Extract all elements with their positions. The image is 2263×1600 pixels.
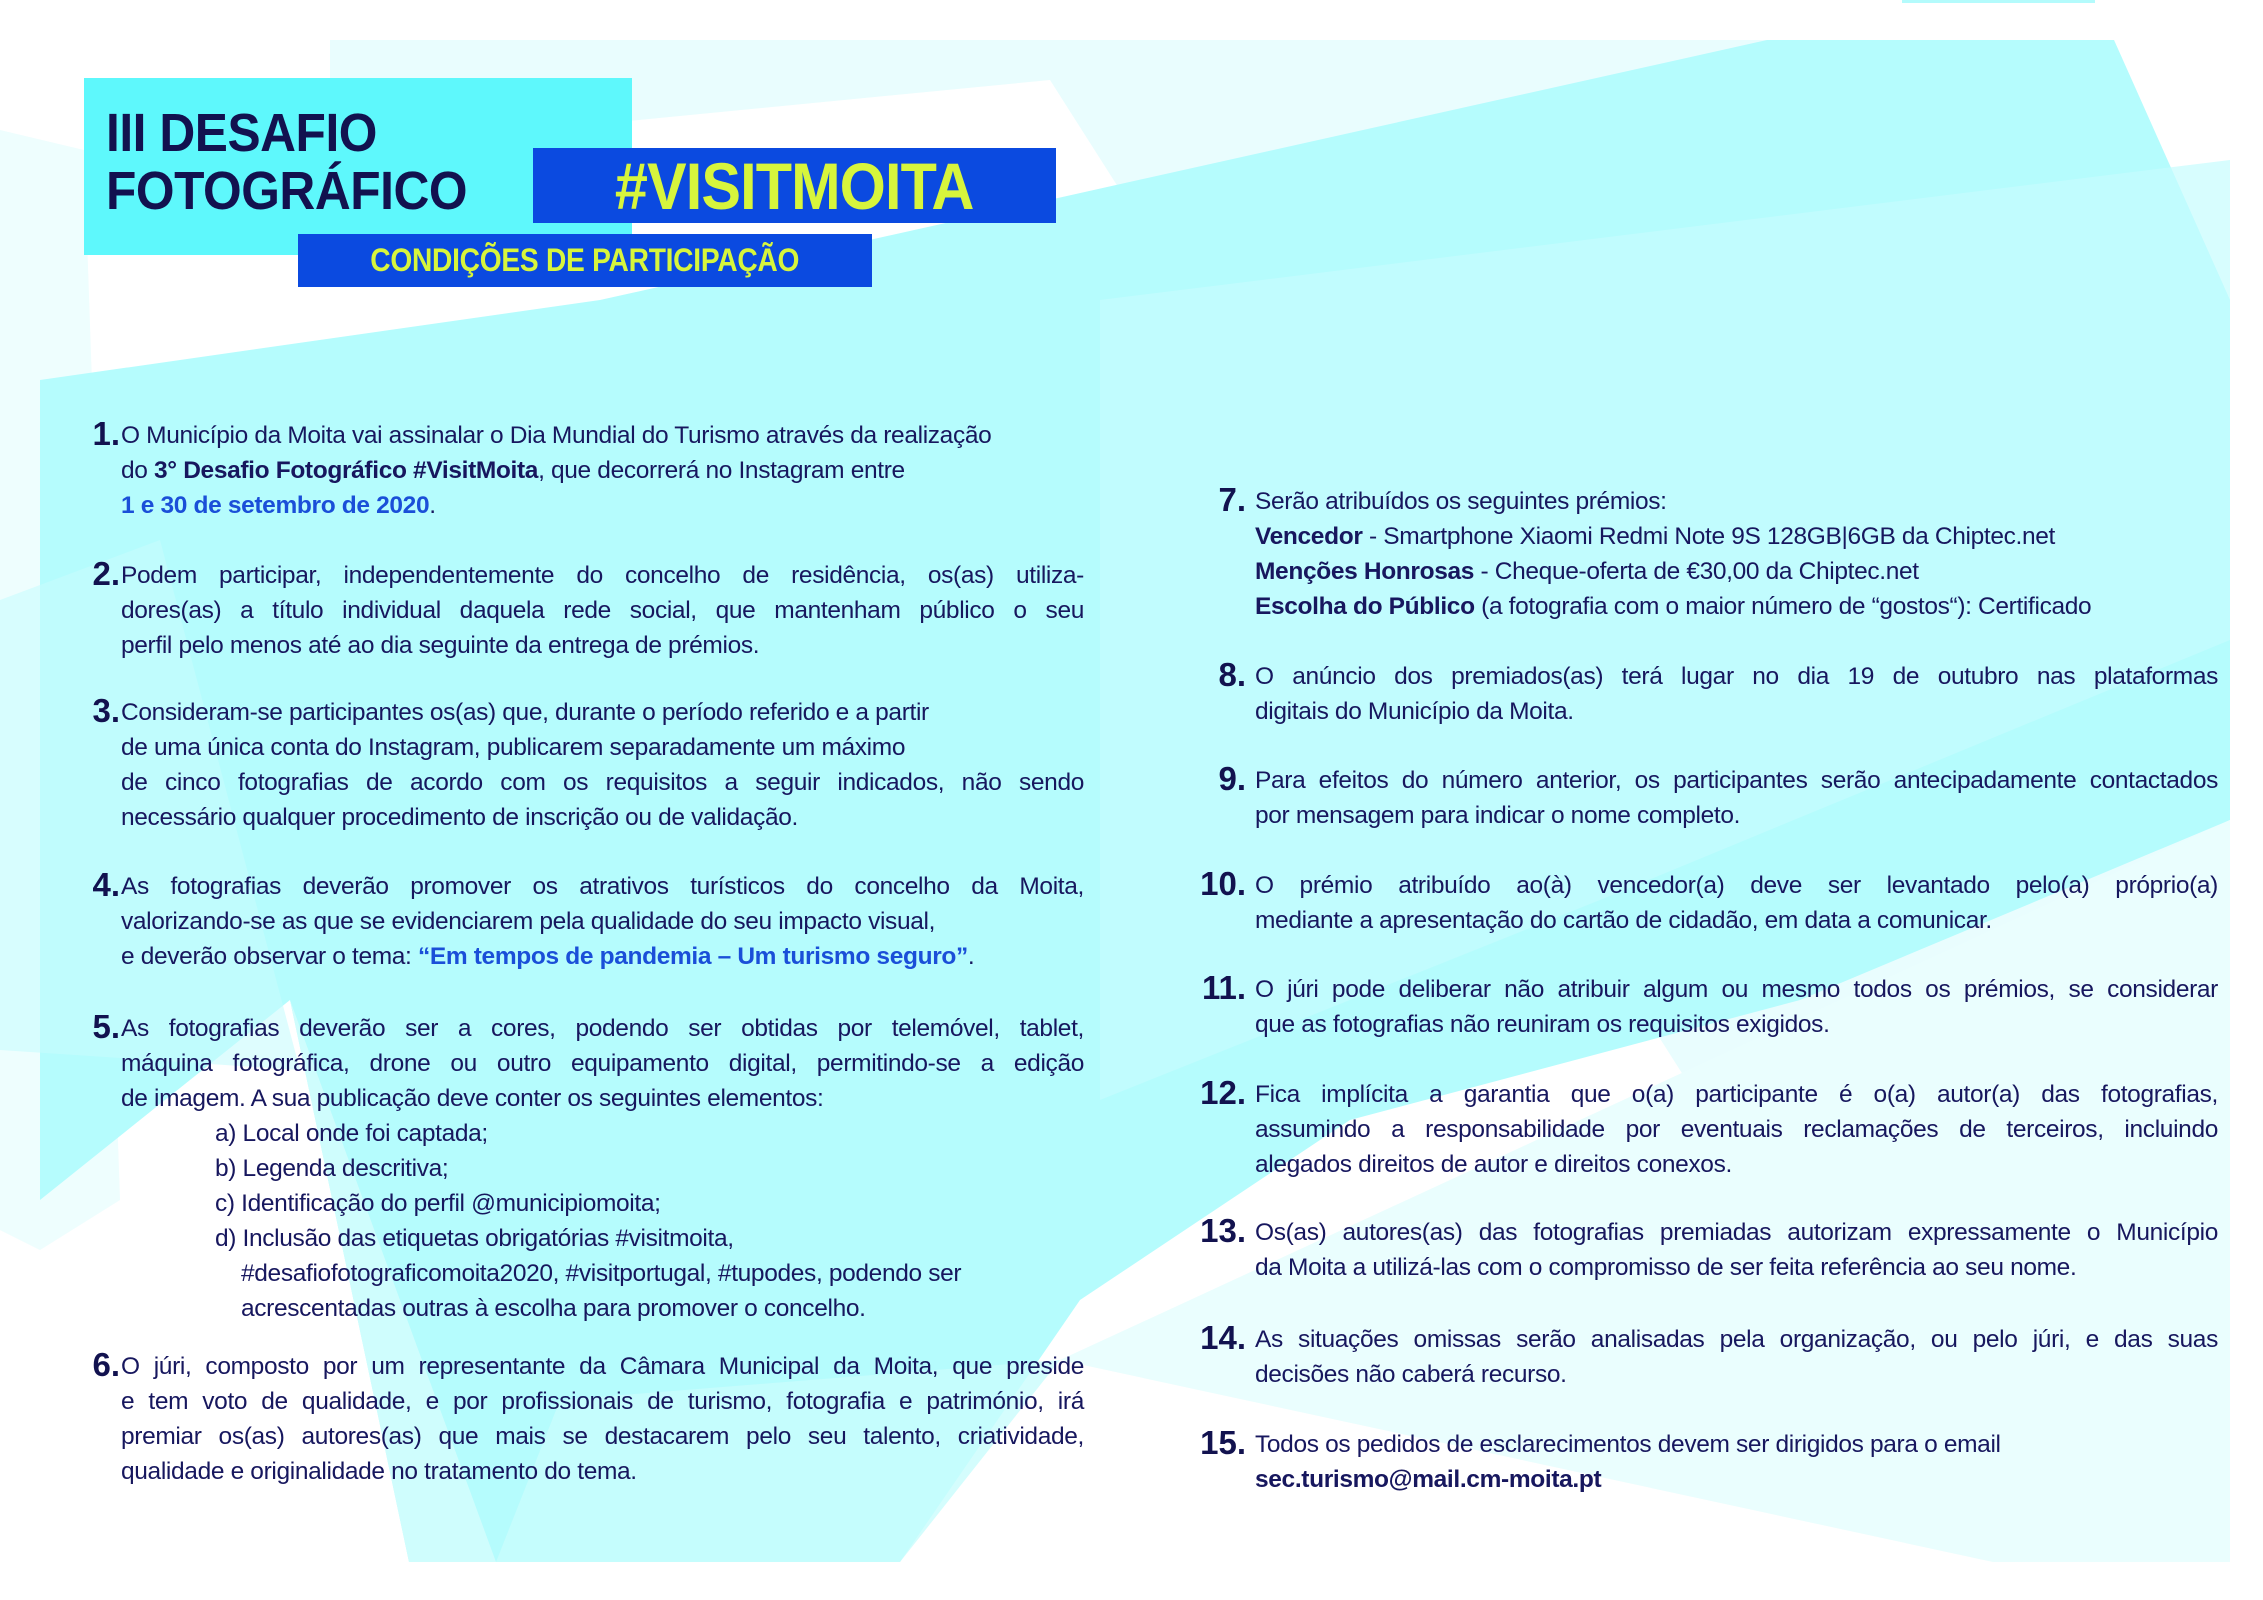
condition-line [1255, 1007, 2218, 1042]
condition-text [121, 869, 1084, 974]
highlight-text: 1 e 30 de setembro de 2020 [121, 492, 430, 519]
text-run: decisões não caberá recurso. [1255, 1361, 1567, 1388]
condition-number: 1. [92, 415, 120, 452]
condition-line [1255, 1322, 2218, 1357]
text-run: . [429, 492, 436, 519]
text-run: O júri pode deliberar não atribuir algum ou mesmo todos os prémios, se considerar [1255, 976, 2218, 1003]
condition-line [1255, 798, 2218, 833]
bold-text: Vencedor [1255, 523, 1363, 550]
text-run: qualidade e originalidade no tratamento do tema. [121, 1458, 637, 1485]
text-run: assumindo a responsabilidade por eventuais reclamações de terceiros, incluindo [1255, 1116, 2218, 1143]
text-run: O júri, composto por um representante da Câmara Municipal da Moita, que preside [121, 1353, 1084, 1380]
condition-text [1255, 763, 2218, 833]
condition-number: 3. [92, 692, 120, 729]
condition-line [1255, 1147, 2218, 1182]
text-run: O Município da Moita vai assinalar o Dia Mundial do Turismo através da realização [121, 422, 992, 449]
condition-line [121, 1011, 1084, 1046]
condition-number: 8. [1218, 656, 1246, 693]
condition-text [1255, 868, 2218, 938]
text-run: Consideram-se participantes os(as) que, durante o período referido e a partir [121, 699, 929, 726]
text-run: dores(as) a título individual daquela rede social, que mantenham público o seu [121, 597, 1084, 624]
text-run: a) Local onde foi captada; [215, 1120, 488, 1147]
text-run: premiar os(as) autores(as) que mais se destacarem pelo seu talento, criatividade, [121, 1423, 1084, 1450]
condition-line [1255, 1077, 2218, 1112]
condition-text [121, 695, 1084, 835]
condition-line [121, 765, 1084, 800]
bold-text: Menções Honrosas [1255, 558, 1475, 585]
text-run: de imagem. A sua publicação deve conter os seguintes elementos: [121, 1085, 824, 1112]
condition-text [1255, 1077, 2218, 1182]
condition-line [1255, 659, 2218, 694]
text-run: b) Legenda descritiva; [215, 1155, 449, 1182]
condition-text [121, 558, 1084, 663]
email-link[interactable]: sec.turismo@mail.cm-moita.pt [1255, 1466, 1602, 1493]
condition-line [121, 800, 1084, 835]
condition-line [1255, 763, 2218, 798]
condition-number: 6. [92, 1346, 120, 1383]
text-run: e deverão observar o tema: [121, 943, 418, 970]
condition-line [1255, 903, 2218, 938]
text-run: - Smartphone Xiaomi Redmi Note 9S 128GB|6GB da Chiptec.net [1362, 523, 2055, 550]
text-run: de uma única conta do Instagram, publicarem separadamente um máximo [121, 734, 906, 761]
condition-line [1255, 1462, 2218, 1497]
condition-subitem-line [121, 1256, 1084, 1291]
text-run: do [121, 457, 155, 484]
condition-line [121, 558, 1084, 593]
condition-line [1255, 1112, 2218, 1147]
condition-number: 5. [92, 1008, 120, 1045]
text-run: por mensagem para indicar o nome completo. [1255, 802, 1741, 829]
text-run: de cinco fotografias de acordo com os requisitos a seguir indicados, não sendo [121, 769, 1084, 796]
condition-line [1255, 1357, 2218, 1392]
condition-line [121, 904, 1084, 939]
condition-line [1255, 554, 2218, 589]
condition-line [121, 418, 1084, 453]
text-run: da Moita a utilizá-las com o compromisso de ser feita referência ao seu nome. [1255, 1254, 2077, 1281]
text-run: , que decorrerá no Instagram entre [538, 457, 905, 484]
text-run: perfil pelo menos até ao dia seguinte da entrega de prémios. [121, 632, 760, 659]
text-run: O anúncio dos premiados(as) terá lugar no dia 19 de outubro nas plataformas [1255, 663, 2218, 690]
condition-line [1255, 868, 2218, 903]
condition-line [121, 939, 1084, 974]
condition-line [121, 593, 1084, 628]
text-run: As fotografias deverão promover os atrativos turísticos do concelho da Moita, [121, 873, 1084, 900]
text-run: e tem voto de qualidade, e por profissionais de turismo, fotografia e património, irá [121, 1388, 1084, 1415]
condition-number: 4. [92, 866, 120, 903]
condition-line [1255, 1215, 2218, 1250]
text-run: necessário qualquer procedimento de inscrição ou de validação. [121, 804, 798, 831]
condition-number: 11. [1201, 969, 1246, 1006]
condition-text [1255, 972, 2218, 1042]
text-run: d) Inclusão das etiquetas obrigatórias #visitmoita, [215, 1225, 734, 1252]
condition-line [121, 730, 1084, 765]
condition-line [121, 1081, 1084, 1116]
text-run: Fica implícita a garantia que o(a) participante é o(a) autor(a) das fotografias, [1255, 1081, 2218, 1108]
highlight-text: “Em tempos de pandemia – Um turismo seguro” [417, 943, 968, 970]
condition-number: 2. [92, 555, 120, 592]
condition-text [1255, 484, 2218, 624]
subtitle-banner [298, 234, 872, 287]
title-line-1: III DESAFIO [106, 103, 377, 163]
condition-line [121, 869, 1084, 904]
condition-line [1255, 519, 2218, 554]
condition-subitem-line [121, 1186, 1084, 1221]
hashtag-banner [533, 148, 1056, 223]
condition-number: 15. [1200, 1424, 1246, 1461]
condition-text [1255, 1215, 2218, 1285]
text-run: mediante a apresentação do cartão de cidadão, em data a comunicar. [1255, 907, 1992, 934]
condition-line [121, 1384, 1084, 1419]
text-run: alegados direitos de autor e direitos conexos. [1255, 1151, 1732, 1178]
condition-line [121, 1349, 1084, 1384]
condition-line [121, 695, 1084, 730]
condition-line [1255, 589, 2218, 624]
bold-text: Escolha do Público [1255, 593, 1475, 620]
condition-line [1255, 972, 2218, 1007]
text-run: . [967, 943, 975, 970]
text-run: (a fotografia com o maior número de “gostos“): Certificado [1474, 593, 2092, 620]
condition-line [1255, 1427, 2218, 1462]
condition-line [121, 1419, 1084, 1454]
condition-subitem-line [121, 1291, 1084, 1326]
text-run: Podem participar, independentemente do concelho de residência, os(as) utiliza- [121, 562, 1084, 589]
text-run: #desafiofotograficomoita2020, #visitportugal, #tupodes, podendo ser [241, 1260, 962, 1287]
text-run: máquina fotográfica, drone ou outro equipamento digital, permitindo-se a edição [121, 1050, 1084, 1077]
text-run: As situações omissas serão analisadas pela organização, ou pelo júri, e das suas [1255, 1326, 2218, 1353]
text-run: Serão atribuídos os seguintes prémios: [1255, 488, 1667, 515]
condition-subitem-line [121, 1221, 1084, 1256]
condition-line [121, 1046, 1084, 1081]
condition-text [1255, 1322, 2218, 1392]
condition-subitem-line [121, 1116, 1084, 1151]
condition-line [1255, 694, 2218, 729]
text-run: Todos os pedidos de esclarecimentos devem ser dirigidos para o email [1255, 1431, 2001, 1458]
condition-line [1255, 484, 2218, 519]
text-run: As fotografias deverão ser a cores, podendo ser obtidas por telemóvel, tablet, [121, 1015, 1084, 1042]
condition-line [121, 453, 1084, 488]
condition-text [121, 1011, 1084, 1326]
text-run: - Cheque-oferta de €30,00 da Chiptec.net [1474, 558, 1919, 585]
subtitle-text: CONDIÇÕES DE PARTICIPAÇÃO [370, 242, 800, 278]
condition-number: 14. [1200, 1319, 1246, 1356]
text-run: O prémio atribuído ao(à) vencedor(a) deve ser levantado pelo(a) próprio(a) [1255, 872, 2218, 899]
text-run: que as fotografias não reuniram os requisitos exigidos. [1255, 1011, 1830, 1038]
condition-number: 9. [1218, 760, 1246, 797]
text-run: Para efeitos do número anterior, os participantes serão antecipadamente contactados [1255, 767, 2218, 794]
condition-number: 12. [1200, 1074, 1246, 1111]
bold-text: 3° Desafio Fotográfico #VisitMoita [154, 457, 539, 484]
text-run: valorizando-se as que se evidenciarem pela qualidade do seu impacto visual, [121, 908, 936, 935]
text-run: acrescentadas outras à escolha para promover o concelho. [241, 1295, 866, 1322]
condition-line [121, 488, 1084, 523]
condition-text [1255, 659, 2218, 729]
text-run: c) Identificação do perfil @municipiomoita; [215, 1190, 661, 1217]
title-line-2: FOTOGRÁFICO [106, 161, 468, 221]
condition-text [121, 1349, 1084, 1489]
condition-number: 13. [1200, 1212, 1246, 1249]
page-title [106, 104, 467, 220]
condition-subitem-line [121, 1151, 1084, 1186]
condition-line [121, 1454, 1084, 1489]
condition-number: 7. [1218, 481, 1246, 518]
condition-text [1255, 1427, 2218, 1497]
text-run: digitais do Município da Moita. [1255, 698, 1574, 725]
condition-line [1255, 1250, 2218, 1285]
condition-number: 10. [1200, 865, 1246, 902]
condition-text [121, 418, 1084, 523]
text-run: Os(as) autores(as) das fotografias premiadas autorizam expressamente o Município [1255, 1219, 2218, 1246]
condition-line [121, 628, 1084, 663]
hashtag-text: #VISITMOITA [615, 148, 974, 223]
